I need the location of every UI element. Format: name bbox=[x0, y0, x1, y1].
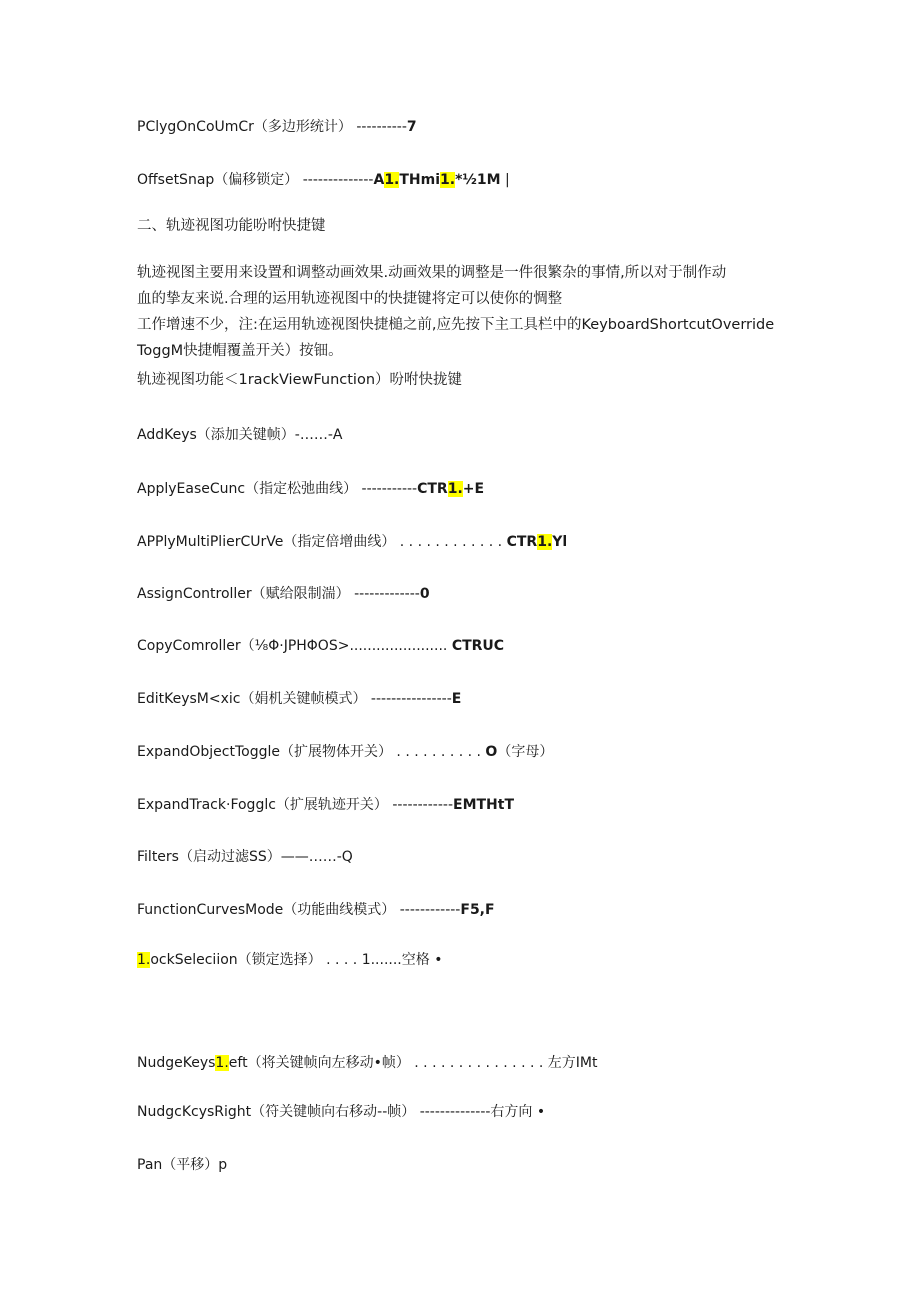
section-heading: 二、轨迹视图功能吩咐快捷键 bbox=[137, 218, 326, 234]
shortcut-line-nudge-keys-right: NudgcKcysRight（符关键帧向右移动--帧） --------------右方向 • bbox=[137, 1104, 546, 1120]
line-text: ockSeleciion（锁定选择） . . . . 1.......空格 • bbox=[150, 952, 443, 968]
line-text: EditKeysM<xic（娟机关键帧模式） ---------------- bbox=[137, 691, 452, 707]
line-text: PClygOnCoUmCr（多边形统计） ---------- bbox=[137, 119, 407, 135]
shortcut-key: *½1M bbox=[455, 172, 501, 188]
shortcut-key: E bbox=[451, 691, 462, 707]
shortcut-key: O bbox=[485, 744, 498, 760]
line-text: ExpandTrack·Fogglc（扩展轨迹开关） ------------ bbox=[137, 797, 453, 813]
shortcut-key: CTR bbox=[417, 481, 448, 497]
line-text: FunctionCurvesMode（功能曲线模式） ------------ bbox=[137, 902, 461, 918]
highlighted-text: 1. bbox=[447, 481, 463, 497]
shortcut-line-lock-selection bbox=[137, 951, 442, 969]
shortcut-key: EMTHtT bbox=[453, 797, 515, 813]
line-tail: （字母） bbox=[497, 744, 554, 760]
highlighted-text: 1. bbox=[440, 172, 456, 188]
shortcut-key: Yl bbox=[552, 534, 568, 550]
shortcut-key: 7 bbox=[406, 119, 417, 135]
highlighted-text: 1. bbox=[215, 1055, 229, 1071]
line-text: APPlyMultiPlierCUrVe（指定倍增曲线） . . . . . . . . . . . . bbox=[137, 534, 507, 550]
line-text: OffsetSnap（偏移锁定） -------------- bbox=[137, 172, 374, 188]
line-text: ApplyEaseCunc（指定松弛曲线） ----------- bbox=[137, 481, 418, 497]
shortcut-line-nudge-keys-left bbox=[137, 1054, 597, 1072]
line-text: AssignController（赋给限制湍） ------------- bbox=[137, 586, 420, 602]
shortcut-key: THmi bbox=[399, 172, 441, 188]
shortcut-line-edit-keys-mode bbox=[137, 690, 461, 708]
shortcut-key: CTR bbox=[506, 534, 538, 550]
shortcut-key: 0 bbox=[419, 586, 430, 602]
paragraph-line: 轨迹视图主要用来设置和调整动画效果.动画效果的调整是一件很繁杂的事情,所以对于制作动 bbox=[137, 265, 727, 281]
shortcut-key: F5,F bbox=[460, 902, 495, 918]
shortcut-line-function-curves-mode bbox=[137, 901, 495, 919]
offset-snap-line bbox=[137, 171, 510, 189]
shortcut-key: +E bbox=[462, 481, 485, 497]
shortcut-line-expand-object-toggle bbox=[137, 743, 553, 761]
shortcut-line-assign-controller bbox=[137, 585, 430, 603]
highlighted-text: 1. bbox=[137, 952, 151, 968]
shortcut-line-filters: Filters（启动过滤SS）——……-Q bbox=[137, 849, 353, 865]
shortcut-line-pan: Pan（平移）p bbox=[137, 1157, 228, 1173]
paragraph-line: ToggM快捷帽覆盖开关）按钿。 bbox=[137, 343, 343, 359]
line-text: CopyComroller（⅛Φ·JPHΦOS>...................... bbox=[137, 638, 452, 654]
line-text: ExpandObjectToggle（扩展物体开关） . . . . . . . . . . bbox=[137, 744, 486, 760]
line-text: eft（将关键帧向左移动•帧） . . . . . . . . . . . . . . . 左方IMt bbox=[228, 1055, 598, 1071]
paragraph-line: 工作增速不少，注:在运用轨迹视图快捷槌之前,应先按下主工具栏中的KeyboardShortcutOverride bbox=[137, 317, 775, 333]
shortcut-line-expand-track-toggle bbox=[137, 796, 514, 814]
polygon-counter-line bbox=[137, 118, 417, 136]
highlighted-text: 1. bbox=[537, 534, 553, 550]
highlighted-text: 1. bbox=[384, 172, 400, 188]
shortcut-line-apply-multiplier-curve bbox=[137, 533, 567, 551]
subsection-heading: 轨迹视图功能＜1rackViewFunction）吩咐快拢键 bbox=[137, 372, 463, 388]
shortcut-line-add-keys: AddKeys（添加关键帧）-……-A bbox=[137, 427, 343, 443]
paragraph-line: 血的挚友来说.合理的运用轨迹视图中的快捷键将定可以使你的惆整 bbox=[137, 291, 563, 307]
line-text: NudgeKeys bbox=[137, 1055, 216, 1071]
line-tail: | bbox=[500, 172, 510, 188]
shortcut-line-apply-ease-curve bbox=[137, 480, 484, 498]
shortcut-key: CTRUC bbox=[451, 638, 505, 654]
shortcut-line-copy-controller bbox=[137, 637, 504, 655]
shortcut-key: A bbox=[373, 172, 385, 188]
